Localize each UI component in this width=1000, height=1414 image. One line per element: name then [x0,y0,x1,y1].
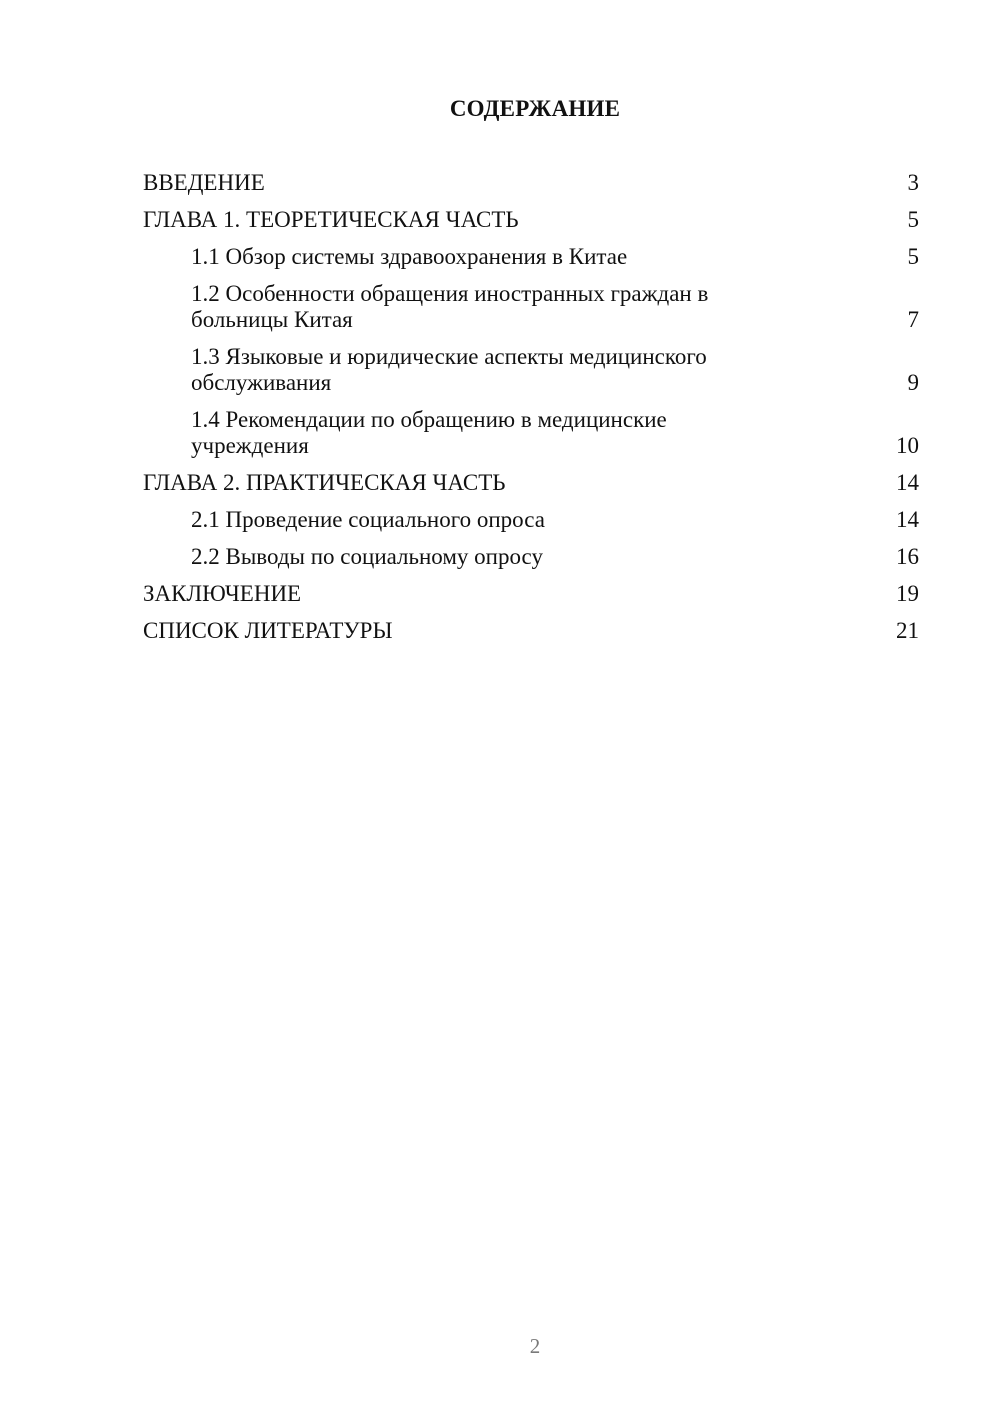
toc-entry-section-1-3 [143,344,919,396]
toc-entry-page: 16 [896,544,919,569]
toc-entry-conclusion [143,581,919,607]
toc-entry-section-1-2 [143,281,919,333]
toc-entry-page: 3 [907,170,919,195]
toc-entry-section-1-1 [143,244,919,270]
table-of-contents [143,170,919,655]
toc-entry-chapter-1 [143,207,919,233]
toc-entry-label: ЗАКЛЮЧЕНИЕ [143,581,302,606]
toc-entry-label: 2.1 Проведение социального опроса [191,507,545,532]
toc-entry-bibliography [143,618,919,644]
toc-entry-section-1-4 [143,407,919,459]
toc-entry-chapter-2 [143,470,919,496]
toc-entry-section-2-2 [143,544,919,570]
toc-entry-page: 9 [907,370,919,395]
toc-entry-label: 1.2 Особенности обращения иностранных граждан в больницы Китая [191,281,709,332]
toc-entry-page: 14 [896,470,919,495]
toc-entry-label: ГЛАВА 1. ТЕОРЕТИЧЕСКАЯ ЧАСТЬ [143,207,519,232]
toc-entry-page: 14 [896,507,919,532]
toc-entry-page: 5 [907,207,919,232]
toc-entry-label: 2.2 Выводы по социальному опросу [191,544,543,569]
toc-entry-label: ВВЕДЕНИЕ [143,170,265,195]
toc-entry-page: 19 [896,581,919,606]
page-number: 2 [529,1334,541,1358]
toc-entry-label: 1.1 Обзор системы здравоохранения в Китае [191,244,628,269]
toc-entry-section-2-1 [143,507,919,533]
toc-entry-page: 7 [907,307,919,332]
toc-entry-page: 5 [907,244,919,269]
toc-entry-label: СПИСОК ЛИТЕРАТУРЫ [143,618,393,643]
toc-title: СОДЕРЖАНИЕ [449,96,621,121]
toc-entry-introduction [143,170,919,196]
toc-entry-label: 1.3 Языковые и юридические аспекты медицинского обслуживания [191,344,707,395]
toc-entry-page: 10 [896,433,919,458]
toc-entry-label: 1.4 Рекомендации по обращению в медицинские учреждения [191,407,667,458]
toc-entry-label: ГЛАВА 2. ПРАКТИЧЕСКАЯ ЧАСТЬ [143,470,506,495]
toc-entry-page: 21 [896,618,919,643]
